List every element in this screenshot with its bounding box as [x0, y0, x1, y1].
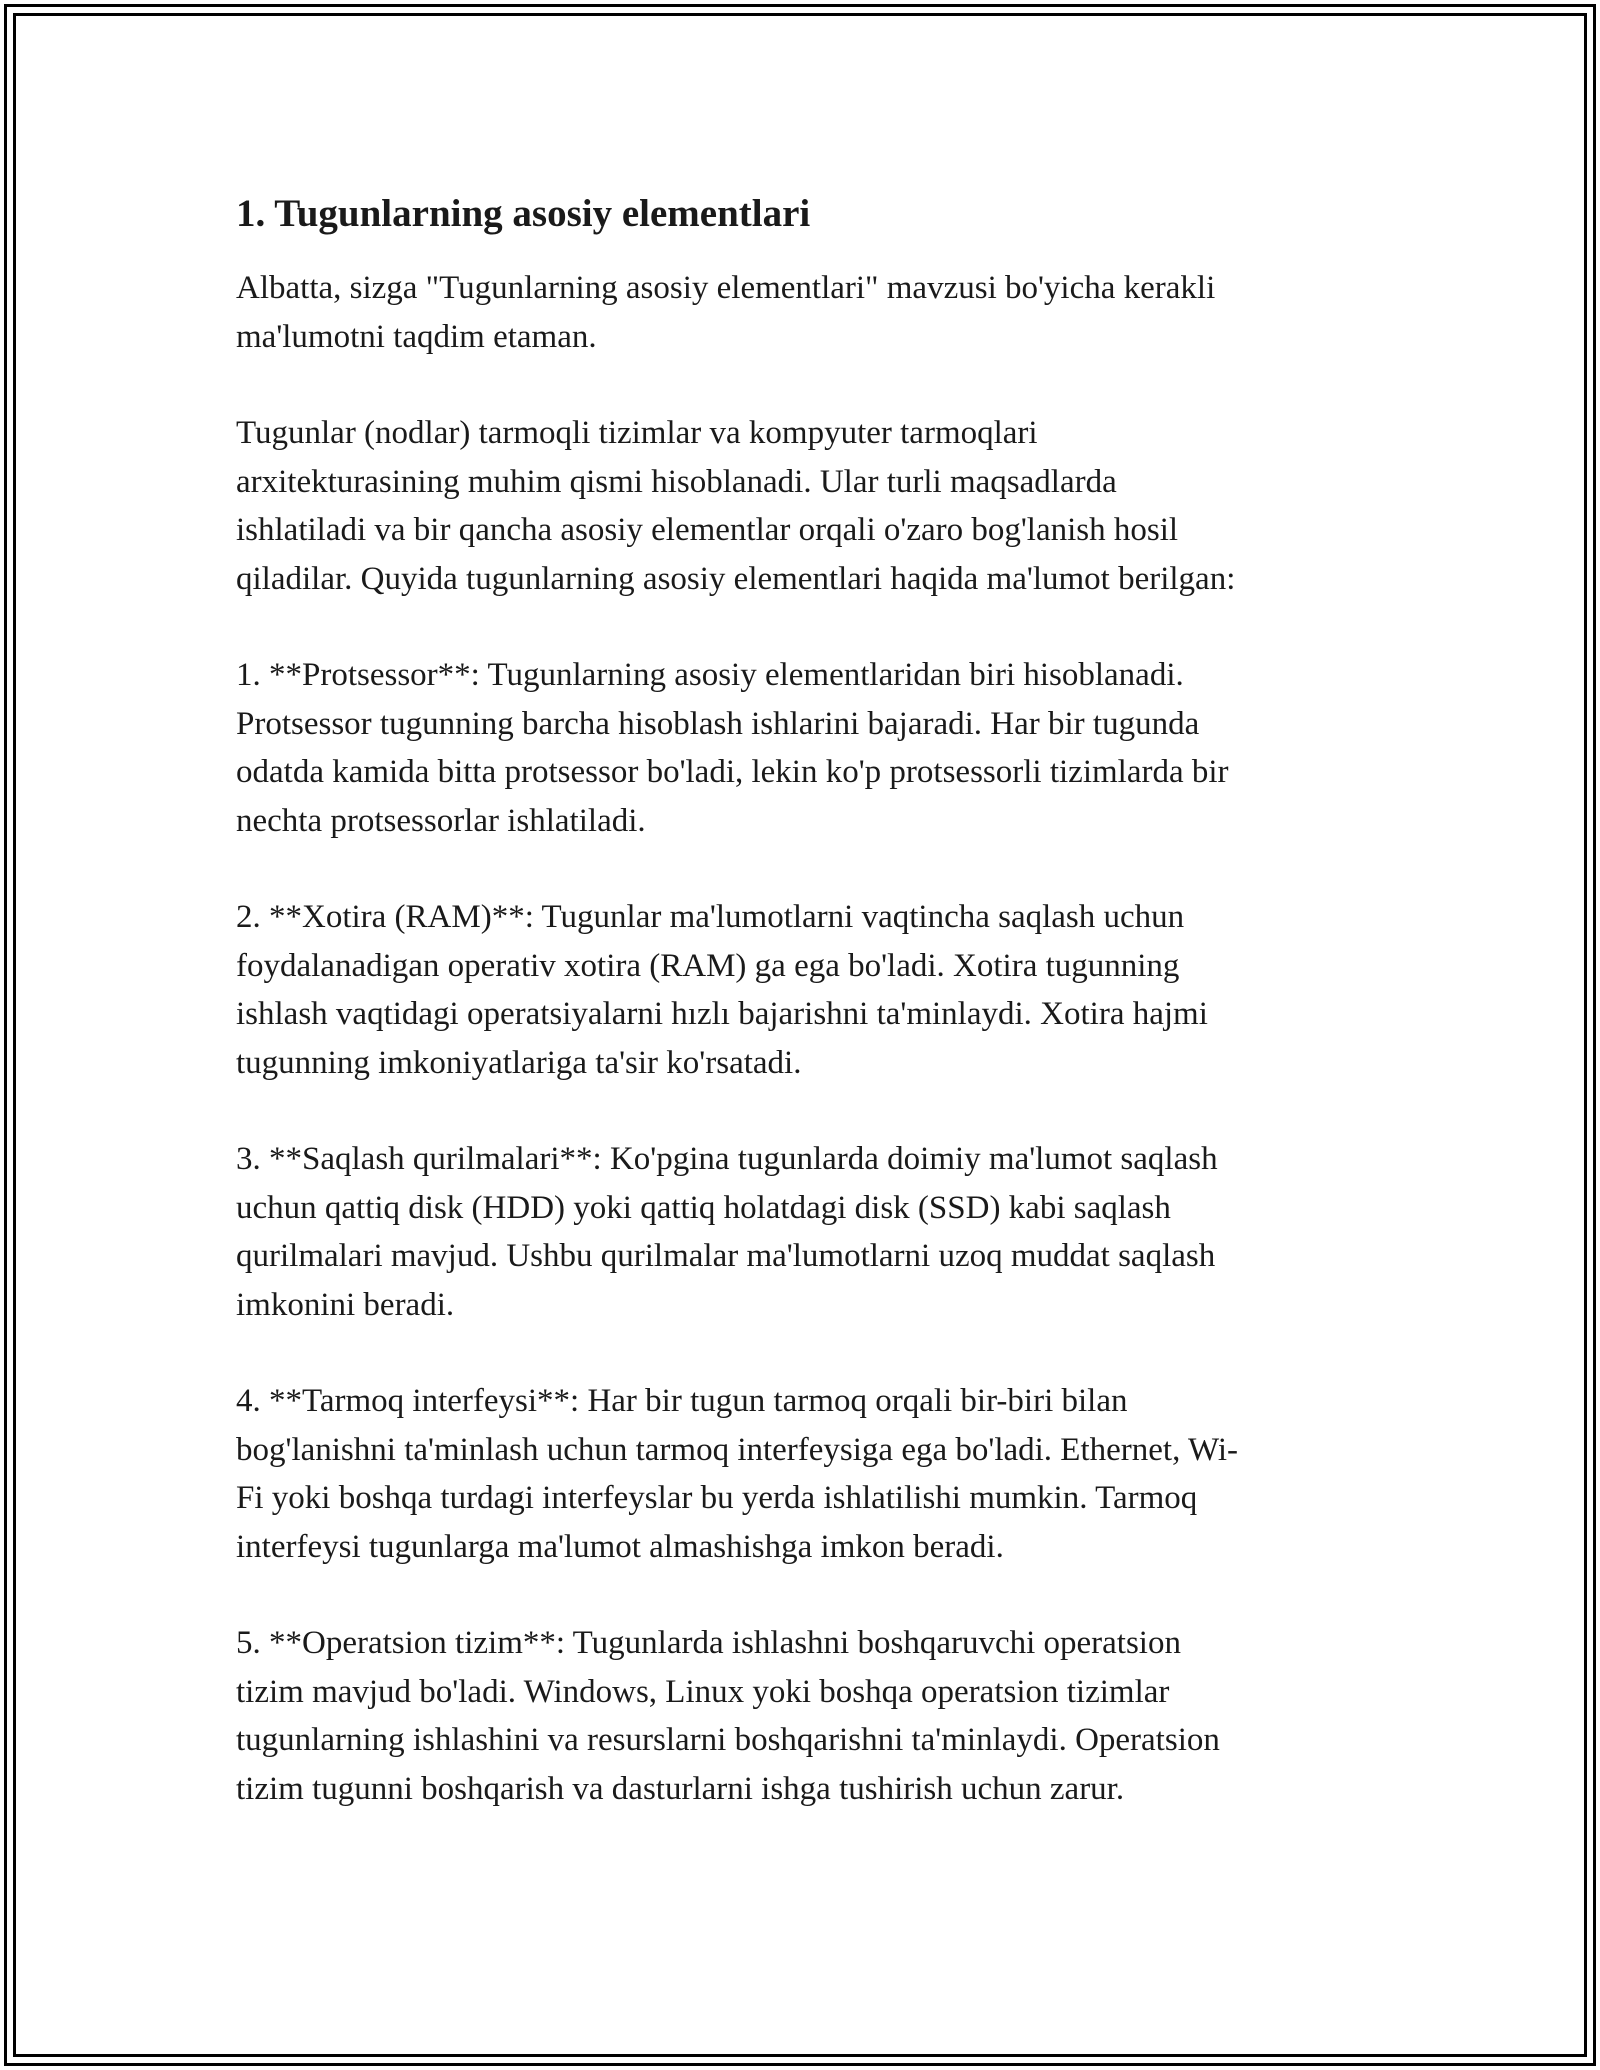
section-heading: 1. Tugunlarning asosiy elementlari [236, 192, 811, 235]
overview-paragraph: Tugunlar (nodlar) tarmoqli tizimlar va kompyuter tarmoqlari arxitekturasining muhim qismi hisoblanadi. Ular turli maqsadlarda ishlatiladi va bir qancha asosiy elementlar orqali o'zaro bog'lanish hosil qiladilar. Quyida tugunlarning asosiy elementlari haqida ma'lumot berilgan: [236, 415, 1236, 597]
item-network-interface-paragraph: 4. **Tarmoq interfeysi**: Har bir tugun tarmoq orqali bir-biri bilan bog'lanishni ta'minlash uchun tarmoq interfeysiga ega bo'ladi. Ethernet, Wi- Fi yoki boshqa turdagi interfeyslar bu yerda ishlatilishi mumkin. Tarmoq interfeysi tugunlarga ma'lumot almashishga imkon beradi. [236, 1383, 1238, 1565]
item-memory-paragraph: 2. **Xotira (RAM)**: Tugunlar ma'lumotlarni vaqtincha saqlash uchun foydalanadigan operativ xotira (RAM) ga ega bo'ladi. Xotira tugunning ishlash vaqtidagi operatsiyalarni hızlı bajarishni ta'minlaydi. Xotira hajmi tugunning imkoniyatlariga ta'sir ko'rsatadi. [236, 899, 1208, 1081]
item-operating-system-paragraph: 5. **Operatsion tizim**: Tugunlarda ishlashni boshqaruvchi operatsion tizim mavjud bo'ladi. Windows, Linux yoki boshqa operatsion tizimlar tugunlarning ishlashini va resurslarni boshqarishni ta'minlaydi. Operatsion tizim tugunni boshqarish va dasturlarni ishga tushirish uchun zarur. [236, 1625, 1220, 1807]
intro-paragraph: Albatta, sizga "Tugunlarning asosiy elementlari" mavzusi bo'yicha kerakli ma'lumotni taqdim etaman. [236, 270, 1216, 355]
document-body [236, 186, 1356, 1813]
item-storage-paragraph: 3. **Saqlash qurilmalari**: Ko'pgina tugunlarda doimiy ma'lumot saqlash uchun qattiq disk (HDD) yoki qattiq holatdagi disk (SSD) kabi saqlash qurilmalari mavjud. Ushbu qurilmalar ma'lumotlarni uzoq muddat saqlash imkonini beradi. [236, 1141, 1218, 1323]
item-processor-paragraph: 1. **Protsessor**: Tugunlarning asosiy elementlaridan biri hisoblanadi. Protsessor tugunning barcha hisoblash ishlarini bajaradi. Har bir tugunda odatda kamida bitta protsessor bo'ladi, lekin ko'p protsessorli tizimlarda bir nechta protsessorlar ishlatiladi. [236, 657, 1229, 839]
